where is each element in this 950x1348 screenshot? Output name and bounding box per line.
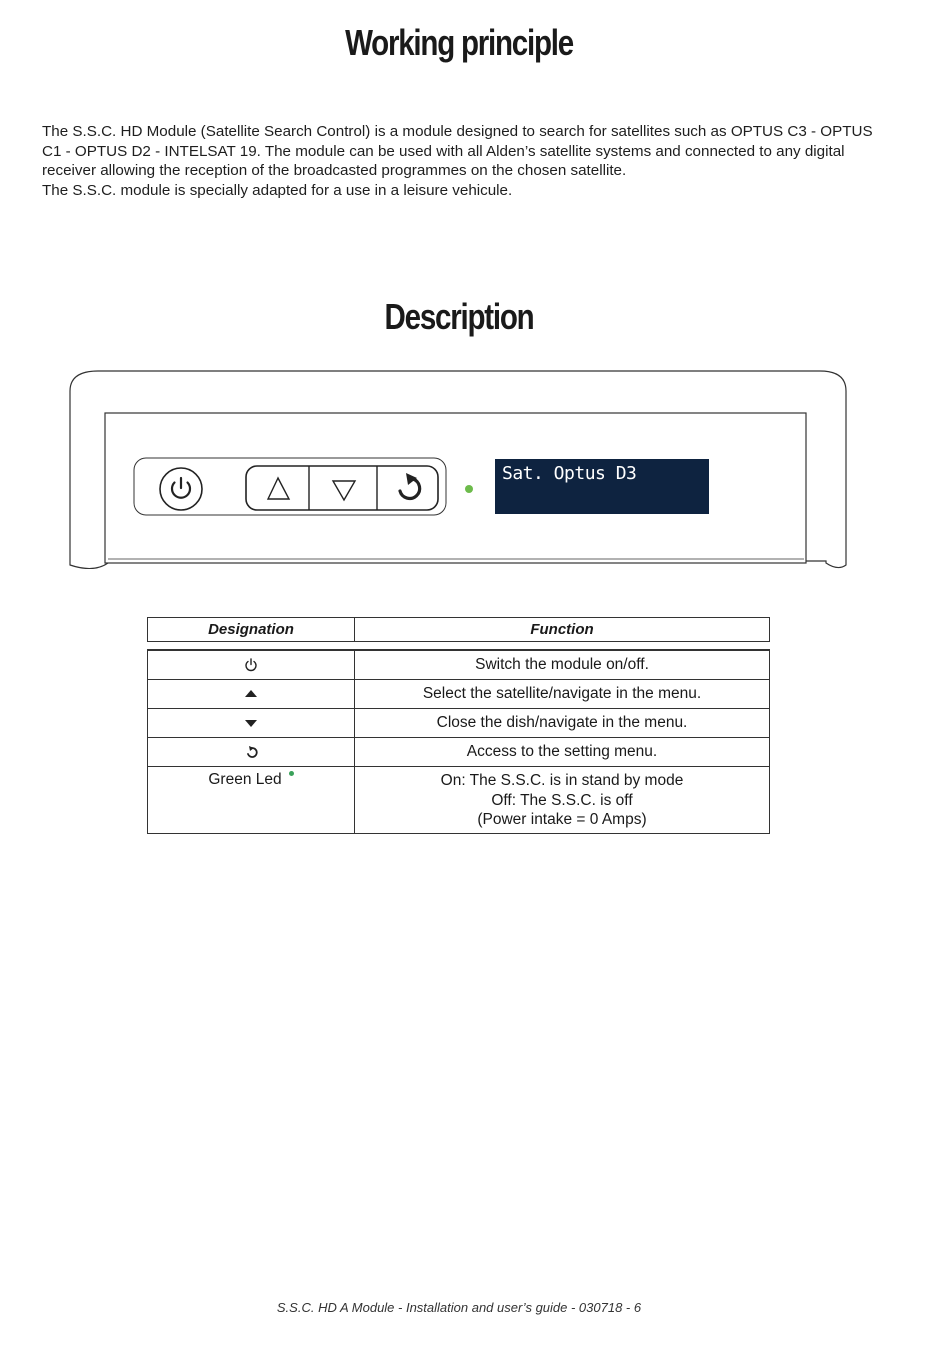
designation-cell: [148, 651, 355, 679]
table-row: [148, 709, 769, 738]
designation-cell: [148, 680, 355, 708]
table-header: [147, 617, 770, 642]
function-cell: [355, 680, 769, 708]
power-button[interactable]: [160, 468, 202, 510]
module-front-panel-illustration: [68, 369, 848, 569]
intro-line-1: The S.S.C. HD Module (Satellite Search Control) is a module designed to search for satellites such as OPTUS C3 - OPTUS C1 - OPTUS D2 - INTELSAT 19. The module can be used with all Alden’s satellite systems and connected to any digital receiver allowing the reception of the broadcasted programmes on the chosen satellite.: [42, 123, 873, 179]
function-cell: [355, 709, 769, 737]
lcd-display-text: Sat. Optus D3: [502, 463, 637, 484]
function-text: (Power intake = 0 Amps): [477, 811, 647, 828]
function-text: Access to the setting menu.: [466, 743, 658, 761]
table-row: [148, 651, 769, 680]
table-row: [148, 767, 769, 833]
up-arrow-icon: [244, 689, 258, 699]
function-text: Off: The S.S.C. is off: [491, 791, 633, 809]
function-text: Switch the module on/off.: [475, 656, 649, 674]
lcd-display: [495, 459, 709, 514]
function-table: [147, 649, 770, 834]
working-principle-heading: Working principle: [345, 22, 573, 63]
function-cell: [355, 651, 769, 679]
function-cell: [355, 738, 769, 766]
table-row: [148, 680, 769, 709]
table-row: [148, 738, 769, 767]
refresh-icon: [244, 745, 258, 759]
function-cell: [355, 767, 769, 833]
intro-line-2: The S.S.C. module is specially adapted for a use in a leisure vehicule.: [42, 181, 513, 199]
green-led-icon: [289, 771, 294, 776]
power-icon: [244, 658, 258, 672]
description-heading: Description: [384, 296, 534, 337]
function-text: Select the satellite/navigate in the menu.: [422, 685, 702, 703]
down-arrow-icon: [244, 718, 258, 728]
intro-paragraph: [42, 122, 887, 200]
function-header: Function: [530, 621, 594, 638]
green-led-label: Green Led: [208, 771, 282, 788]
page-footer: S.S.C. HD A Module - Installation and user’s guide - 030718 - 6: [276, 1300, 642, 1315]
device-outline: [68, 369, 848, 569]
function-text: On: The S.S.C. is in stand by mode: [440, 772, 684, 789]
function-text: Close the dish/navigate in the menu.: [436, 714, 688, 732]
designation-cell: [148, 709, 355, 737]
designation-header: Designation: [148, 618, 355, 641]
designation-cell: [148, 767, 355, 833]
status-led: [465, 485, 473, 493]
designation-cell: [148, 738, 355, 766]
